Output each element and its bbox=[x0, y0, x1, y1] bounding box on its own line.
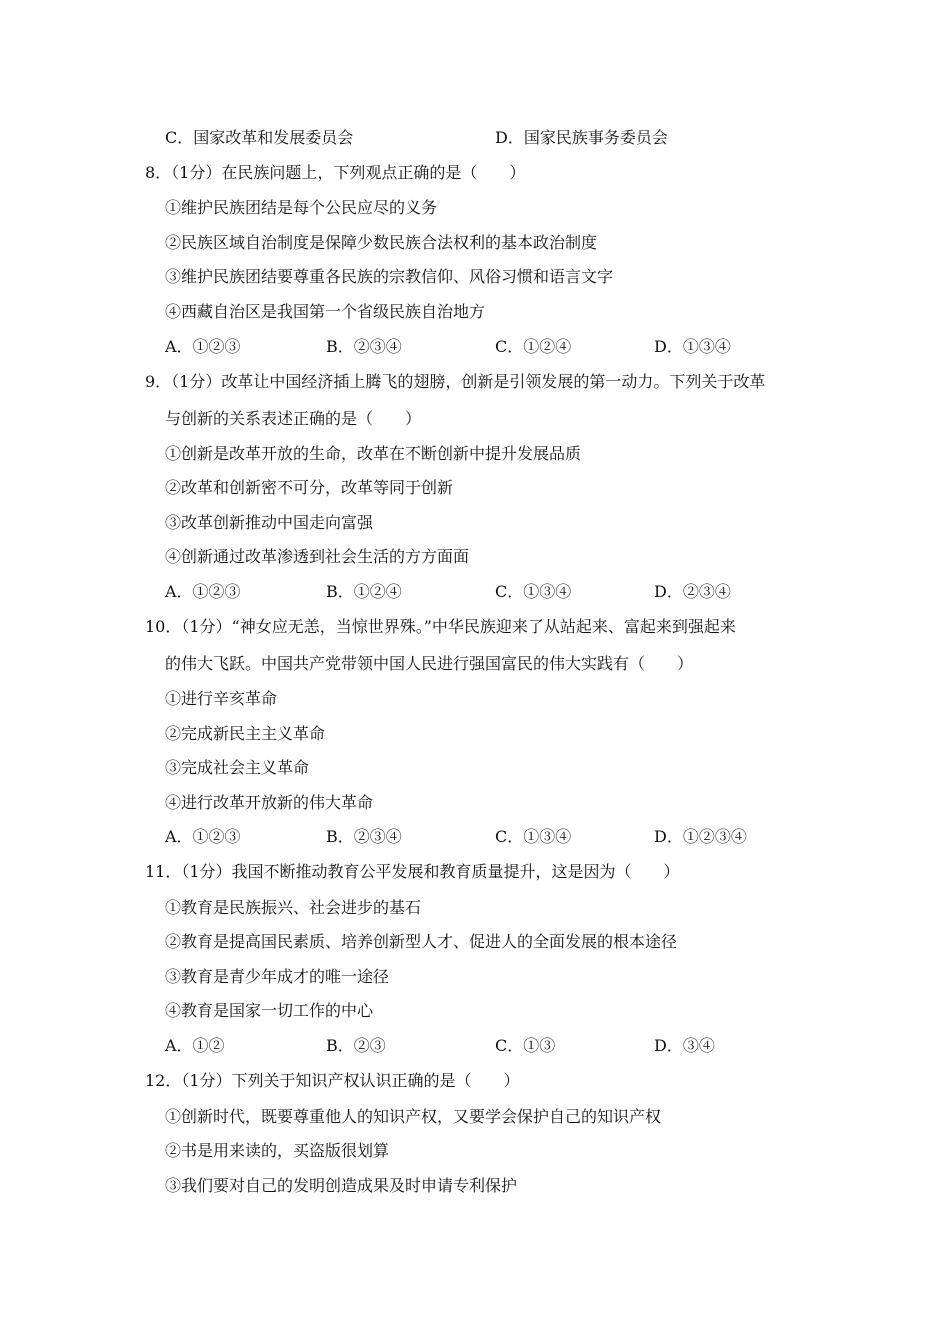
q10-option-b: B．②③④ bbox=[326, 827, 402, 846]
q8-stem: 8．（1分）在民族问题上，下列观点正确的是（ ） bbox=[145, 163, 526, 182]
q9-item-3: ③改革创新推动中国走向富强 bbox=[165, 513, 374, 532]
q11-item-4: ④教育是国家一切工作的中心 bbox=[165, 1001, 374, 1020]
q10-item-4: ④进行改革开放新的伟大革命 bbox=[165, 793, 374, 812]
q8-option-a: A．①②③ bbox=[165, 337, 241, 356]
q8-option-b: B．②③④ bbox=[326, 337, 402, 356]
q11-option-b: B．②③ bbox=[326, 1036, 386, 1055]
q11-item-3: ③教育是青少年成才的唯一途径 bbox=[165, 967, 390, 986]
q9-item-4: ④创新通过改革渗透到社会生活的方方面面 bbox=[165, 547, 470, 566]
q8-option-d: D．①③④ bbox=[654, 337, 731, 356]
q11-option-c: C．①③ bbox=[495, 1036, 556, 1055]
q9-item-2: ②改革和创新密不可分，改革等同于创新 bbox=[165, 478, 454, 497]
q10-stem-line1: 10．（1分）“神女应无恙，当惊世界殊。”中华民族迎来了从站起来、富起来到强起来 bbox=[145, 617, 736, 636]
q10-option-c: C．①③④ bbox=[495, 827, 572, 846]
q10-item-2: ②完成新民主主义革命 bbox=[165, 724, 326, 743]
q11-option-a: A．①② bbox=[165, 1036, 225, 1055]
q10-option-d: D．①②③④ bbox=[654, 827, 747, 846]
q8-item-4: ④西藏自治区是我国第一个省级民族自治地方 bbox=[165, 302, 486, 321]
q8-item-1: ①维护民族团结是每个公民应尽的义务 bbox=[165, 198, 438, 217]
q12-item-2: ②书是用来读的，买盗版很划算 bbox=[165, 1141, 390, 1160]
q12-item-1: ①创新时代，既要尊重他人的知识产权，又要学会保护自己的知识产权 bbox=[165, 1107, 662, 1126]
q11-stem: 11．（1分）我国不断推动教育公平发展和教育质量提升，这是因为（ ） bbox=[145, 862, 680, 881]
q9-item-1: ①创新是改革开放的生命，改革在不断创新中提升发展品质 bbox=[165, 444, 582, 463]
q10-item-3: ③完成社会主义革命 bbox=[165, 758, 310, 777]
q8-item-3: ③维护民族团结要尊重各民族的宗教信仰、风俗习惯和语言文字 bbox=[165, 267, 614, 286]
q9-option-a: A．①②③ bbox=[165, 582, 241, 601]
q12-stem: 12．（1分）下列关于知识产权认识正确的是（ ） bbox=[145, 1071, 520, 1090]
q11-item-2: ②教育是提高国民素质、培养创新型人才、促进人的全面发展的根本途径 bbox=[165, 932, 678, 951]
q12-item-3: ③我们要对自己的发明创造成果及时申请专利保护 bbox=[165, 1176, 518, 1195]
q7-option-d: D．国家民族事务委员会 bbox=[495, 128, 668, 147]
q9-stem-line2: 与创新的关系表述正确的是（ ） bbox=[165, 409, 422, 428]
q9-option-b: B．①②④ bbox=[326, 582, 402, 601]
q9-stem-line1: 9．（1分）改革让中国经济插上腾飞的翅膀，创新是引领发展的第一动力。下列关于改革 bbox=[145, 372, 766, 391]
q8-option-c: C．①②④ bbox=[495, 337, 572, 356]
q9-option-c: C．①③④ bbox=[495, 582, 572, 601]
q10-stem-line2: 的伟大飞跃。中国共产党带领中国人民进行强国富民的伟大实践有（ ） bbox=[165, 654, 694, 673]
q10-option-a: A．①②③ bbox=[165, 827, 241, 846]
q11-option-d: D．③④ bbox=[654, 1036, 715, 1055]
q9-option-d: D．②③④ bbox=[654, 582, 731, 601]
q11-item-1: ①教育是民族振兴、社会进步的基石 bbox=[165, 898, 422, 917]
q8-item-2: ②民族区域自治制度是保障少数民族合法权利的基本政治制度 bbox=[165, 233, 598, 252]
q7-option-c: C．国家改革和发展委员会 bbox=[165, 128, 354, 147]
q10-item-1: ①进行辛亥革命 bbox=[165, 689, 278, 708]
